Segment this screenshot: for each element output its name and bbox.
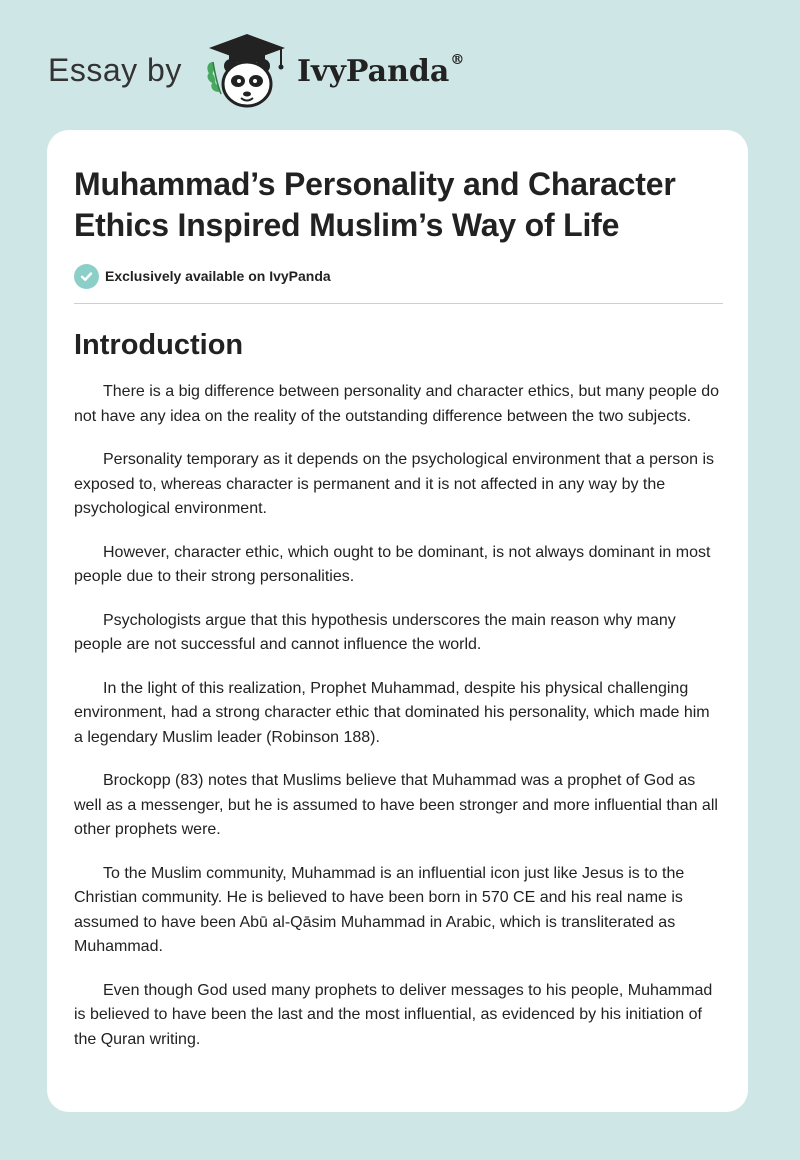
exclusive-badge-label: Exclusively available on IvyPanda xyxy=(105,268,331,284)
paragraph: In the light of this realization, Prophet Muhammad, despite his physical challenging environment, had a strong character ethic that dominated his personality, which made him a legendary Muslim leader (Robinson 188). xyxy=(74,679,710,746)
divider xyxy=(74,303,723,304)
paragraph: There is a big difference between personality and character ethics, but many people do not have any idea on the reality of the outstanding difference between the two subjects. xyxy=(74,383,720,425)
essay-card xyxy=(47,130,748,1112)
paragraph: To the Muslim community, Muhammad is an influential icon just like Jesus is to the Christian community. He is believed to have been born in 570 CE and his real name is assumed to have been Abū al-Qāsim Muhammad in Arabic, which is transliterated as Muhammad. xyxy=(74,864,685,955)
panda-graduate-icon xyxy=(201,32,293,110)
brand-name xyxy=(297,54,464,89)
check-circle-icon xyxy=(74,264,99,289)
exclusive-badge xyxy=(74,262,722,290)
registered-mark: ® xyxy=(450,52,465,68)
essay-title: Muhammad’s Personality and Character Ethics Inspired Muslim’s Way of Life xyxy=(74,166,676,243)
brand-name-text: IvyPanda xyxy=(297,54,450,89)
brand-prefix: Essay by xyxy=(48,52,182,88)
paragraph: Personality temporary as it depends on the psychological environment that a person is exposed to, whereas character is permanent and it is not affected in any way by the psychological environment. xyxy=(74,451,715,517)
section-heading: Introduction xyxy=(74,329,244,361)
paragraph: However, character ethic, which ought to be dominant, is not always dominant in most people due to their strong personalities. xyxy=(74,543,711,585)
paragraph: Brockopp (83) notes that Muslims believe that Muhammad was a prophet of God as well as a messenger, but he is assumed to have been stronger and more influential than all other prophets were. xyxy=(74,772,718,838)
brand-header xyxy=(48,32,468,112)
paragraph: Even though God used many prophets to deliver messages to his people, Muhammad is believed to have been the last and the most influential, as evidenced by his initiation of the Quran writing. xyxy=(74,981,713,1048)
paragraph: Psychologists argue that this hypothesis underscores the main reason why many people are not successful and cannot influence the world. xyxy=(74,611,676,653)
